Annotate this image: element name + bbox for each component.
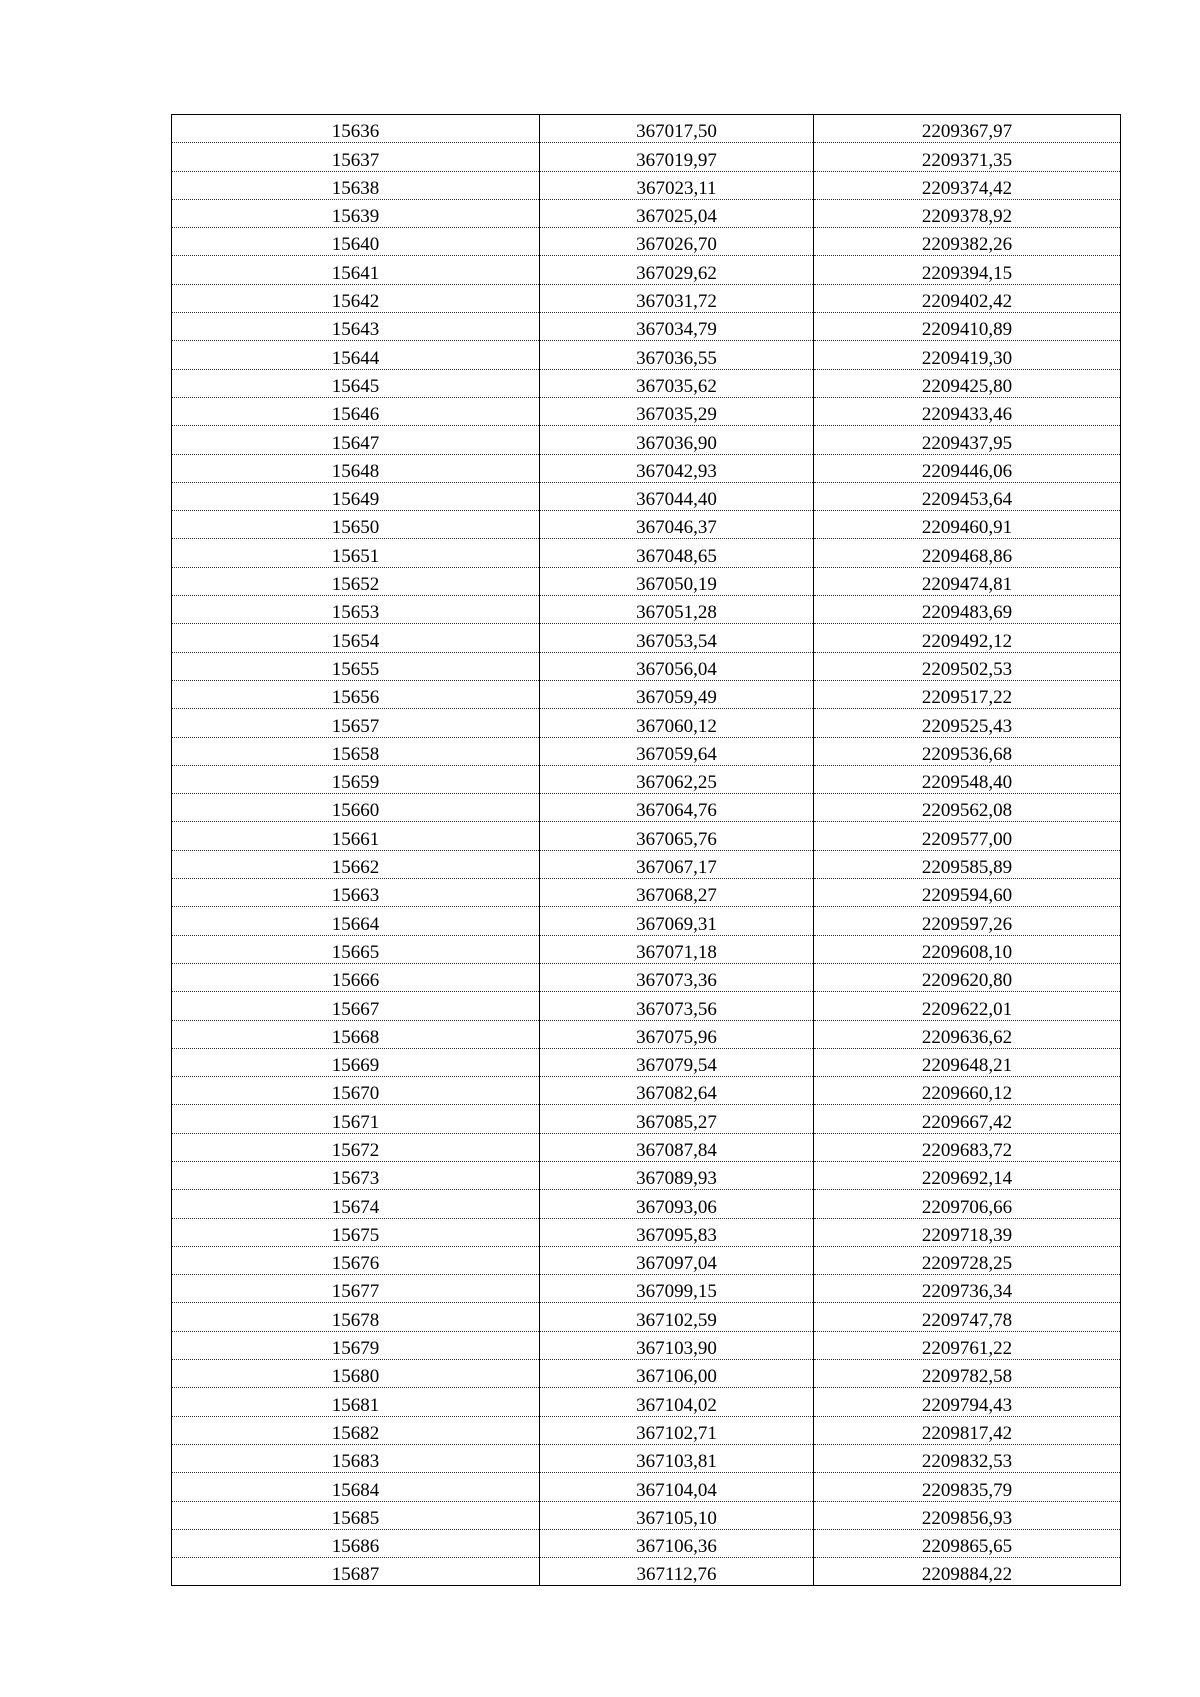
x-coordinate-cell: 367025,04 (540, 199, 814, 227)
point-number-cell: 15656 (172, 680, 540, 708)
coordinates-table (171, 114, 1121, 1586)
point-number-cell: 15647 (172, 426, 540, 454)
x-coordinate-cell: 367067,17 (540, 850, 814, 878)
point-number-cell: 15649 (172, 482, 540, 510)
point-number-cell: 15684 (172, 1473, 540, 1501)
x-coordinate-cell: 367082,64 (540, 1077, 814, 1105)
y-coordinate-cell: 2209817,42 (814, 1416, 1121, 1444)
x-coordinate-cell: 367102,59 (540, 1303, 814, 1331)
table-row (172, 1331, 1121, 1359)
y-coordinate-cell: 2209433,46 (814, 397, 1121, 425)
table-row (172, 369, 1121, 397)
point-number-cell: 15678 (172, 1303, 540, 1331)
point-number-cell: 15650 (172, 511, 540, 539)
x-coordinate-cell: 367065,76 (540, 822, 814, 850)
point-number-cell: 15648 (172, 454, 540, 482)
point-number-cell: 15643 (172, 313, 540, 341)
y-coordinate-cell: 2209425,80 (814, 369, 1121, 397)
y-coordinate-cell: 2209419,30 (814, 341, 1121, 369)
table-row (172, 1246, 1121, 1274)
point-number-cell: 15680 (172, 1360, 540, 1388)
point-number-cell: 15638 (172, 171, 540, 199)
x-coordinate-cell: 367099,15 (540, 1275, 814, 1303)
x-coordinate-cell: 367085,27 (540, 1105, 814, 1133)
point-number-cell: 15687 (172, 1558, 540, 1586)
table-row (172, 596, 1121, 624)
table-row (172, 1105, 1121, 1133)
table-row (172, 1473, 1121, 1501)
x-coordinate-cell: 367023,11 (540, 171, 814, 199)
table-row (172, 1161, 1121, 1189)
point-number-cell: 15670 (172, 1077, 540, 1105)
x-coordinate-cell: 367053,54 (540, 624, 814, 652)
table-row (172, 115, 1121, 143)
point-number-cell: 15682 (172, 1416, 540, 1444)
table-row (172, 850, 1121, 878)
y-coordinate-cell: 2209517,22 (814, 680, 1121, 708)
x-coordinate-cell: 367095,83 (540, 1218, 814, 1246)
table-row (172, 1388, 1121, 1416)
x-coordinate-cell: 367068,27 (540, 879, 814, 907)
point-number-cell: 15645 (172, 369, 540, 397)
x-coordinate-cell: 367103,90 (540, 1331, 814, 1359)
x-coordinate-cell: 367017,50 (540, 115, 814, 143)
point-number-cell: 15646 (172, 397, 540, 425)
y-coordinate-cell: 2209562,08 (814, 794, 1121, 822)
coordinates-table-body (172, 115, 1121, 1586)
y-coordinate-cell: 2209502,53 (814, 652, 1121, 680)
x-coordinate-cell: 367087,84 (540, 1133, 814, 1161)
y-coordinate-cell: 2209736,34 (814, 1275, 1121, 1303)
table-row (172, 1501, 1121, 1529)
point-number-cell: 15663 (172, 879, 540, 907)
table-row (172, 1303, 1121, 1331)
x-coordinate-cell: 367036,55 (540, 341, 814, 369)
table-row (172, 1444, 1121, 1472)
table-row (172, 963, 1121, 991)
point-number-cell: 15659 (172, 765, 540, 793)
table-row (172, 454, 1121, 482)
y-coordinate-cell: 2209706,66 (814, 1190, 1121, 1218)
x-coordinate-cell: 367112,76 (540, 1558, 814, 1586)
point-number-cell: 15686 (172, 1529, 540, 1557)
x-coordinate-cell: 367071,18 (540, 935, 814, 963)
y-coordinate-cell: 2209585,89 (814, 850, 1121, 878)
point-number-cell: 15654 (172, 624, 540, 652)
point-number-cell: 15640 (172, 228, 540, 256)
y-coordinate-cell: 2209367,97 (814, 115, 1121, 143)
point-number-cell: 15681 (172, 1388, 540, 1416)
table-row (172, 737, 1121, 765)
y-coordinate-cell: 2209410,89 (814, 313, 1121, 341)
x-coordinate-cell: 367035,29 (540, 397, 814, 425)
table-row (172, 1529, 1121, 1557)
point-number-cell: 15672 (172, 1133, 540, 1161)
y-coordinate-cell: 2209536,68 (814, 737, 1121, 765)
y-coordinate-cell: 2209648,21 (814, 1048, 1121, 1076)
table-row (172, 935, 1121, 963)
y-coordinate-cell: 2209622,01 (814, 992, 1121, 1020)
point-number-cell: 15657 (172, 709, 540, 737)
x-coordinate-cell: 367089,93 (540, 1161, 814, 1189)
y-coordinate-cell: 2209636,62 (814, 1020, 1121, 1048)
table-row (172, 397, 1121, 425)
y-coordinate-cell: 2209794,43 (814, 1388, 1121, 1416)
y-coordinate-cell: 2209718,39 (814, 1218, 1121, 1246)
x-coordinate-cell: 367059,64 (540, 737, 814, 765)
y-coordinate-cell: 2209728,25 (814, 1246, 1121, 1274)
table-row (172, 1275, 1121, 1303)
x-coordinate-cell: 367104,02 (540, 1388, 814, 1416)
point-number-cell: 15673 (172, 1161, 540, 1189)
point-number-cell: 15685 (172, 1501, 540, 1529)
table-row (172, 794, 1121, 822)
table-row (172, 171, 1121, 199)
point-number-cell: 15637 (172, 143, 540, 171)
y-coordinate-cell: 2209620,80 (814, 963, 1121, 991)
table-row (172, 143, 1121, 171)
x-coordinate-cell: 367105,10 (540, 1501, 814, 1529)
y-coordinate-cell: 2209608,10 (814, 935, 1121, 963)
table-row (172, 284, 1121, 312)
table-row (172, 313, 1121, 341)
point-number-cell: 15653 (172, 596, 540, 624)
point-number-cell: 15677 (172, 1275, 540, 1303)
table-row (172, 1190, 1121, 1218)
y-coordinate-cell: 2209437,95 (814, 426, 1121, 454)
table-row (172, 907, 1121, 935)
y-coordinate-cell: 2209835,79 (814, 1473, 1121, 1501)
y-coordinate-cell: 2209667,42 (814, 1105, 1121, 1133)
y-coordinate-cell: 2209548,40 (814, 765, 1121, 793)
table-row (172, 1558, 1121, 1586)
x-coordinate-cell: 367044,40 (540, 482, 814, 510)
y-coordinate-cell: 2209683,72 (814, 1133, 1121, 1161)
point-number-cell: 15683 (172, 1444, 540, 1472)
x-coordinate-cell: 367059,49 (540, 680, 814, 708)
point-number-cell: 15679 (172, 1331, 540, 1359)
point-number-cell: 15641 (172, 256, 540, 284)
y-coordinate-cell: 2209865,65 (814, 1529, 1121, 1557)
x-coordinate-cell: 367034,79 (540, 313, 814, 341)
x-coordinate-cell: 367097,04 (540, 1246, 814, 1274)
table-row (172, 1048, 1121, 1076)
y-coordinate-cell: 2209525,43 (814, 709, 1121, 737)
table-row (172, 822, 1121, 850)
table-row (172, 1416, 1121, 1444)
table-row (172, 1020, 1121, 1048)
table-row (172, 1077, 1121, 1105)
point-number-cell: 15644 (172, 341, 540, 369)
table-row (172, 624, 1121, 652)
x-coordinate-cell: 367075,96 (540, 1020, 814, 1048)
point-number-cell: 15666 (172, 963, 540, 991)
x-coordinate-cell: 367031,72 (540, 284, 814, 312)
table-row (172, 426, 1121, 454)
table-row (172, 992, 1121, 1020)
point-number-cell: 15669 (172, 1048, 540, 1076)
y-coordinate-cell: 2209492,12 (814, 624, 1121, 652)
x-coordinate-cell: 367042,93 (540, 454, 814, 482)
table-row (172, 567, 1121, 595)
point-number-cell: 15662 (172, 850, 540, 878)
table-row (172, 199, 1121, 227)
point-number-cell: 15658 (172, 737, 540, 765)
table-row (172, 1218, 1121, 1246)
point-number-cell: 15667 (172, 992, 540, 1020)
y-coordinate-cell: 2209782,58 (814, 1360, 1121, 1388)
point-number-cell: 15668 (172, 1020, 540, 1048)
x-coordinate-cell: 367046,37 (540, 511, 814, 539)
x-coordinate-cell: 367103,81 (540, 1444, 814, 1472)
point-number-cell: 15651 (172, 539, 540, 567)
x-coordinate-cell: 367073,56 (540, 992, 814, 1020)
table-row (172, 1133, 1121, 1161)
y-coordinate-cell: 2209856,93 (814, 1501, 1121, 1529)
point-number-cell: 15665 (172, 935, 540, 963)
x-coordinate-cell: 367069,31 (540, 907, 814, 935)
y-coordinate-cell: 2209832,53 (814, 1444, 1121, 1472)
table-row (172, 228, 1121, 256)
x-coordinate-cell: 367106,00 (540, 1360, 814, 1388)
table-row (172, 256, 1121, 284)
x-coordinate-cell: 367035,62 (540, 369, 814, 397)
y-coordinate-cell: 2209453,64 (814, 482, 1121, 510)
x-coordinate-cell: 367060,12 (540, 709, 814, 737)
table-row (172, 482, 1121, 510)
y-coordinate-cell: 2209483,69 (814, 596, 1121, 624)
x-coordinate-cell: 367056,04 (540, 652, 814, 680)
x-coordinate-cell: 367104,04 (540, 1473, 814, 1501)
point-number-cell: 15639 (172, 199, 540, 227)
table-row (172, 539, 1121, 567)
y-coordinate-cell: 2209382,26 (814, 228, 1121, 256)
x-coordinate-cell: 367064,76 (540, 794, 814, 822)
point-number-cell: 15660 (172, 794, 540, 822)
point-number-cell: 15661 (172, 822, 540, 850)
point-number-cell: 15676 (172, 1246, 540, 1274)
point-number-cell: 15642 (172, 284, 540, 312)
x-coordinate-cell: 367062,25 (540, 765, 814, 793)
table-row (172, 879, 1121, 907)
x-coordinate-cell: 367093,06 (540, 1190, 814, 1218)
y-coordinate-cell: 2209468,86 (814, 539, 1121, 567)
x-coordinate-cell: 367051,28 (540, 596, 814, 624)
x-coordinate-cell: 367102,71 (540, 1416, 814, 1444)
y-coordinate-cell: 2209594,60 (814, 879, 1121, 907)
table-row (172, 652, 1121, 680)
x-coordinate-cell: 367106,36 (540, 1529, 814, 1557)
table-row (172, 1360, 1121, 1388)
point-number-cell: 15655 (172, 652, 540, 680)
table-row (172, 511, 1121, 539)
table-row (172, 709, 1121, 737)
y-coordinate-cell: 2209402,42 (814, 284, 1121, 312)
x-coordinate-cell: 367048,65 (540, 539, 814, 567)
y-coordinate-cell: 2209378,92 (814, 199, 1121, 227)
y-coordinate-cell: 2209446,06 (814, 454, 1121, 482)
x-coordinate-cell: 367019,97 (540, 143, 814, 171)
table-row (172, 680, 1121, 708)
x-coordinate-cell: 367026,70 (540, 228, 814, 256)
x-coordinate-cell: 367029,62 (540, 256, 814, 284)
x-coordinate-cell: 367036,90 (540, 426, 814, 454)
point-number-cell: 15652 (172, 567, 540, 595)
y-coordinate-cell: 2209577,00 (814, 822, 1121, 850)
x-coordinate-cell: 367050,19 (540, 567, 814, 595)
y-coordinate-cell: 2209374,42 (814, 171, 1121, 199)
x-coordinate-cell: 367079,54 (540, 1048, 814, 1076)
y-coordinate-cell: 2209747,78 (814, 1303, 1121, 1331)
point-number-cell: 15675 (172, 1218, 540, 1246)
y-coordinate-cell: 2209692,14 (814, 1161, 1121, 1189)
y-coordinate-cell: 2209884,22 (814, 1558, 1121, 1586)
x-coordinate-cell: 367073,36 (540, 963, 814, 991)
table-row (172, 341, 1121, 369)
y-coordinate-cell: 2209474,81 (814, 567, 1121, 595)
y-coordinate-cell: 2209460,91 (814, 511, 1121, 539)
y-coordinate-cell: 2209660,12 (814, 1077, 1121, 1105)
point-number-cell: 15664 (172, 907, 540, 935)
point-number-cell: 15636 (172, 115, 540, 143)
point-number-cell: 15674 (172, 1190, 540, 1218)
point-number-cell: 15671 (172, 1105, 540, 1133)
y-coordinate-cell: 2209371,35 (814, 143, 1121, 171)
y-coordinate-cell: 2209597,26 (814, 907, 1121, 935)
table-row (172, 765, 1121, 793)
y-coordinate-cell: 2209761,22 (814, 1331, 1121, 1359)
y-coordinate-cell: 2209394,15 (814, 256, 1121, 284)
